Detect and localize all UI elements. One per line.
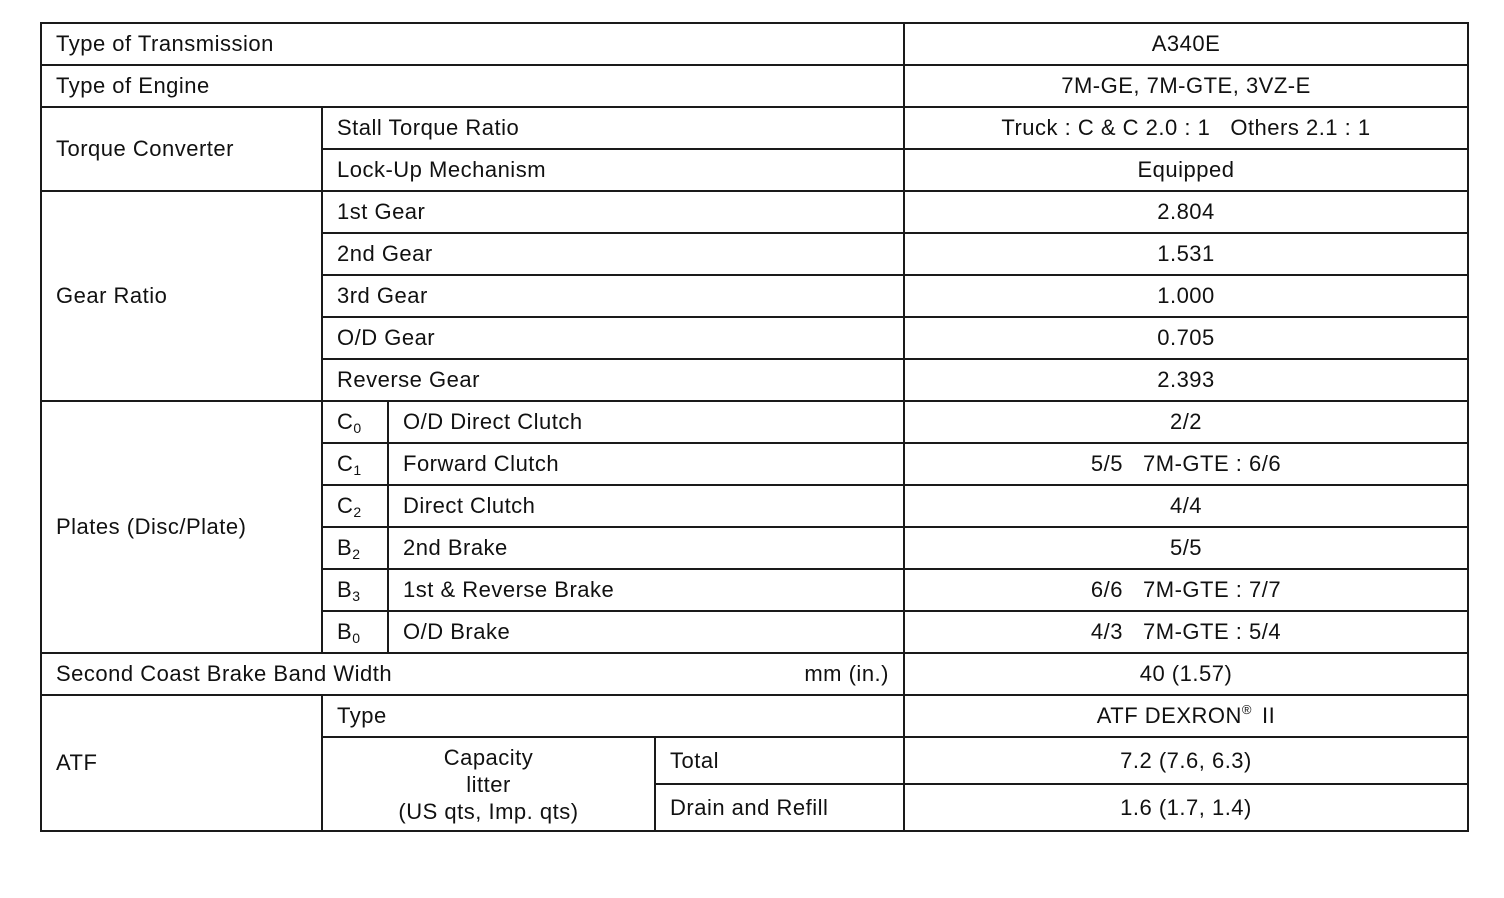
plate-c1-value: 5/5 7M-GTE : 6/6 [904,443,1468,485]
row-gear-1st [41,191,1468,233]
atf-label: ATF [41,695,322,831]
band-width-value: 40 (1.57) [904,653,1468,695]
row-engine [41,65,1468,107]
band-width-text: Second Coast Brake Band Width [56,661,393,686]
plate-c2-symbol: $C_2$ [322,485,388,527]
band-width-label [41,653,904,695]
torque-converter-label: Torque Converter [41,107,322,191]
plate-b0-value: 4/3 7M-GTE : 5/4 [904,611,1468,653]
plate-b3-value: 6/6 7M-GTE : 7/7 [904,569,1468,611]
atf-type-value: ATF DEXRON® II [904,695,1468,737]
atf-total-value: 7.2 (7.6, 6.3) [904,737,1468,784]
gear-1st-label: 1st Gear [322,191,904,233]
gear-ratio-label: Gear Ratio [41,191,322,401]
plate-c2-value: 4/4 [904,485,1468,527]
lockup-value: Equipped [904,149,1468,191]
plate-c0-name: O/D Direct Clutch [388,401,904,443]
row-transmission [41,23,1468,65]
gear-2nd-label: 2nd Gear [322,233,904,275]
engine-label: Type of Engine [41,65,904,107]
plate-c0-value: 2/2 [904,401,1468,443]
plate-b0-symbol: $B_0$ [322,611,388,653]
plate-b0-name: O/D Brake [388,611,904,653]
lockup-label: Lock-Up Mechanism [322,149,904,191]
stall-torque-value [904,107,1468,149]
plate-c1-symbol: $C_1$ [322,443,388,485]
atf-drain-label: Drain and Refill [655,784,904,831]
gear-3rd-label: 3rd Gear [322,275,904,317]
stall-torque-value-others: Others 2.1 : 1 [1230,115,1371,140]
atf-drain-value: 1.6 (1.7, 1.4) [904,784,1468,831]
row-atf-type [41,695,1468,737]
row-band-width [41,653,1468,695]
plate-b2-name: 2nd Brake [388,527,904,569]
plate-b2-value: 5/5 [904,527,1468,569]
stall-torque-label: Stall Torque Ratio [322,107,904,149]
row-stall-torque [41,107,1468,149]
plate-b2-symbol: $B_2$ [322,527,388,569]
gear-1st-value: 2.804 [904,191,1468,233]
specifications-table [40,22,1469,832]
plate-b3-name: 1st & Reverse Brake [388,569,904,611]
atf-total-label: Total [655,737,904,784]
gear-3rd-value: 1.000 [904,275,1468,317]
row-plate-c0 [41,401,1468,443]
plate-b3-symbol: $B_3$ [322,569,388,611]
gear-od-value: 0.705 [904,317,1468,359]
stall-torque-value-truck: Truck : C & C 2.0 : 1 [1001,115,1211,140]
plate-c0-symbol: $C_0$ [322,401,388,443]
gear-od-label: O/D Gear [322,317,904,359]
engine-value: 7M-GE, 7M-GTE, 3VZ-E [904,65,1468,107]
band-width-unit: mm (in.) [804,661,889,686]
transmission-value: A340E [904,23,1468,65]
gear-reverse-value: 2.393 [904,359,1468,401]
atf-type-label: Type [322,695,904,737]
plates-label: Plates (Disc/Plate) [41,401,322,653]
transmission-label: Type of Transmission [41,23,904,65]
plate-c2-name: Direct Clutch [388,485,904,527]
gear-reverse-label: Reverse Gear [322,359,904,401]
plate-c1-name: Forward Clutch [388,443,904,485]
gear-2nd-value: 1.531 [904,233,1468,275]
atf-capacity-label: Capacity litter (US qts, Imp. qts) [322,737,655,831]
